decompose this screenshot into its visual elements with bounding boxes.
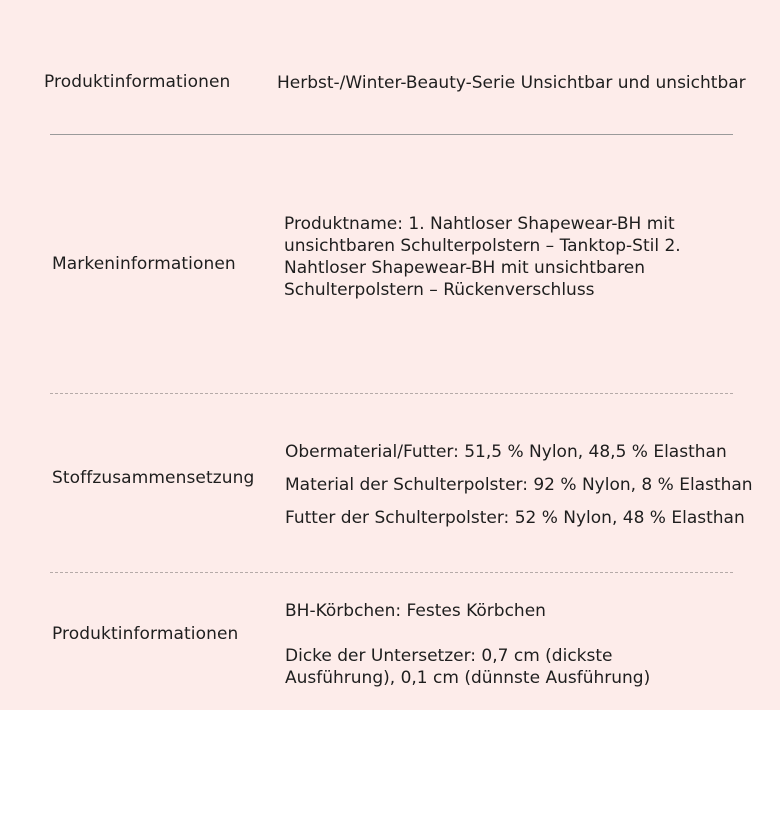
text-line: Futter der Schulterpolster: 52 % Nylon, 48 % Elasthan bbox=[285, 508, 745, 528]
row-label-brand-info: Markeninformationen bbox=[52, 254, 236, 274]
text-line: BH-Körbchen: Festes Körbchen bbox=[285, 601, 546, 621]
divider-dashed bbox=[50, 393, 733, 394]
row-value-cup bbox=[285, 600, 650, 689]
text-line: Material der Schulterpolster: 92 % Nylon, 8 % Elasthan bbox=[285, 475, 753, 495]
row-value-series: Herbst-/Winter-Beauty-Serie Unsichtbar und unsichtbar bbox=[277, 73, 746, 93]
row-label-product-info-2: Produktinformationen bbox=[52, 624, 239, 644]
divider bbox=[50, 134, 733, 135]
divider-dashed bbox=[50, 572, 733, 573]
row-value-fabric bbox=[285, 441, 753, 540]
row-value-product-name bbox=[284, 213, 681, 301]
text-line: Schulterpolstern – Rückenverschluss bbox=[284, 280, 595, 300]
row-label-product-info: Produktinformationen bbox=[44, 72, 231, 92]
text-line: unsichtbaren Schulterpolstern – Tanktop-Stil 2. bbox=[284, 236, 681, 256]
row-label-fabric-composition: Stoffzusammensetzung bbox=[52, 468, 255, 488]
text-line: Obermaterial/Futter: 51,5 % Nylon, 48,5 % Elasthan bbox=[285, 442, 727, 462]
text-line: Dicke der Untersetzer: 0,7 cm (dickste bbox=[285, 646, 613, 666]
text-line: Nahtloser Shapewear-BH mit unsichtbaren bbox=[284, 258, 646, 278]
text-line: Ausführung), 0,1 cm (dünnste Ausführung) bbox=[285, 668, 651, 688]
text-line: Produktname: 1. Nahtloser Shapewear-BH mit bbox=[284, 214, 675, 234]
